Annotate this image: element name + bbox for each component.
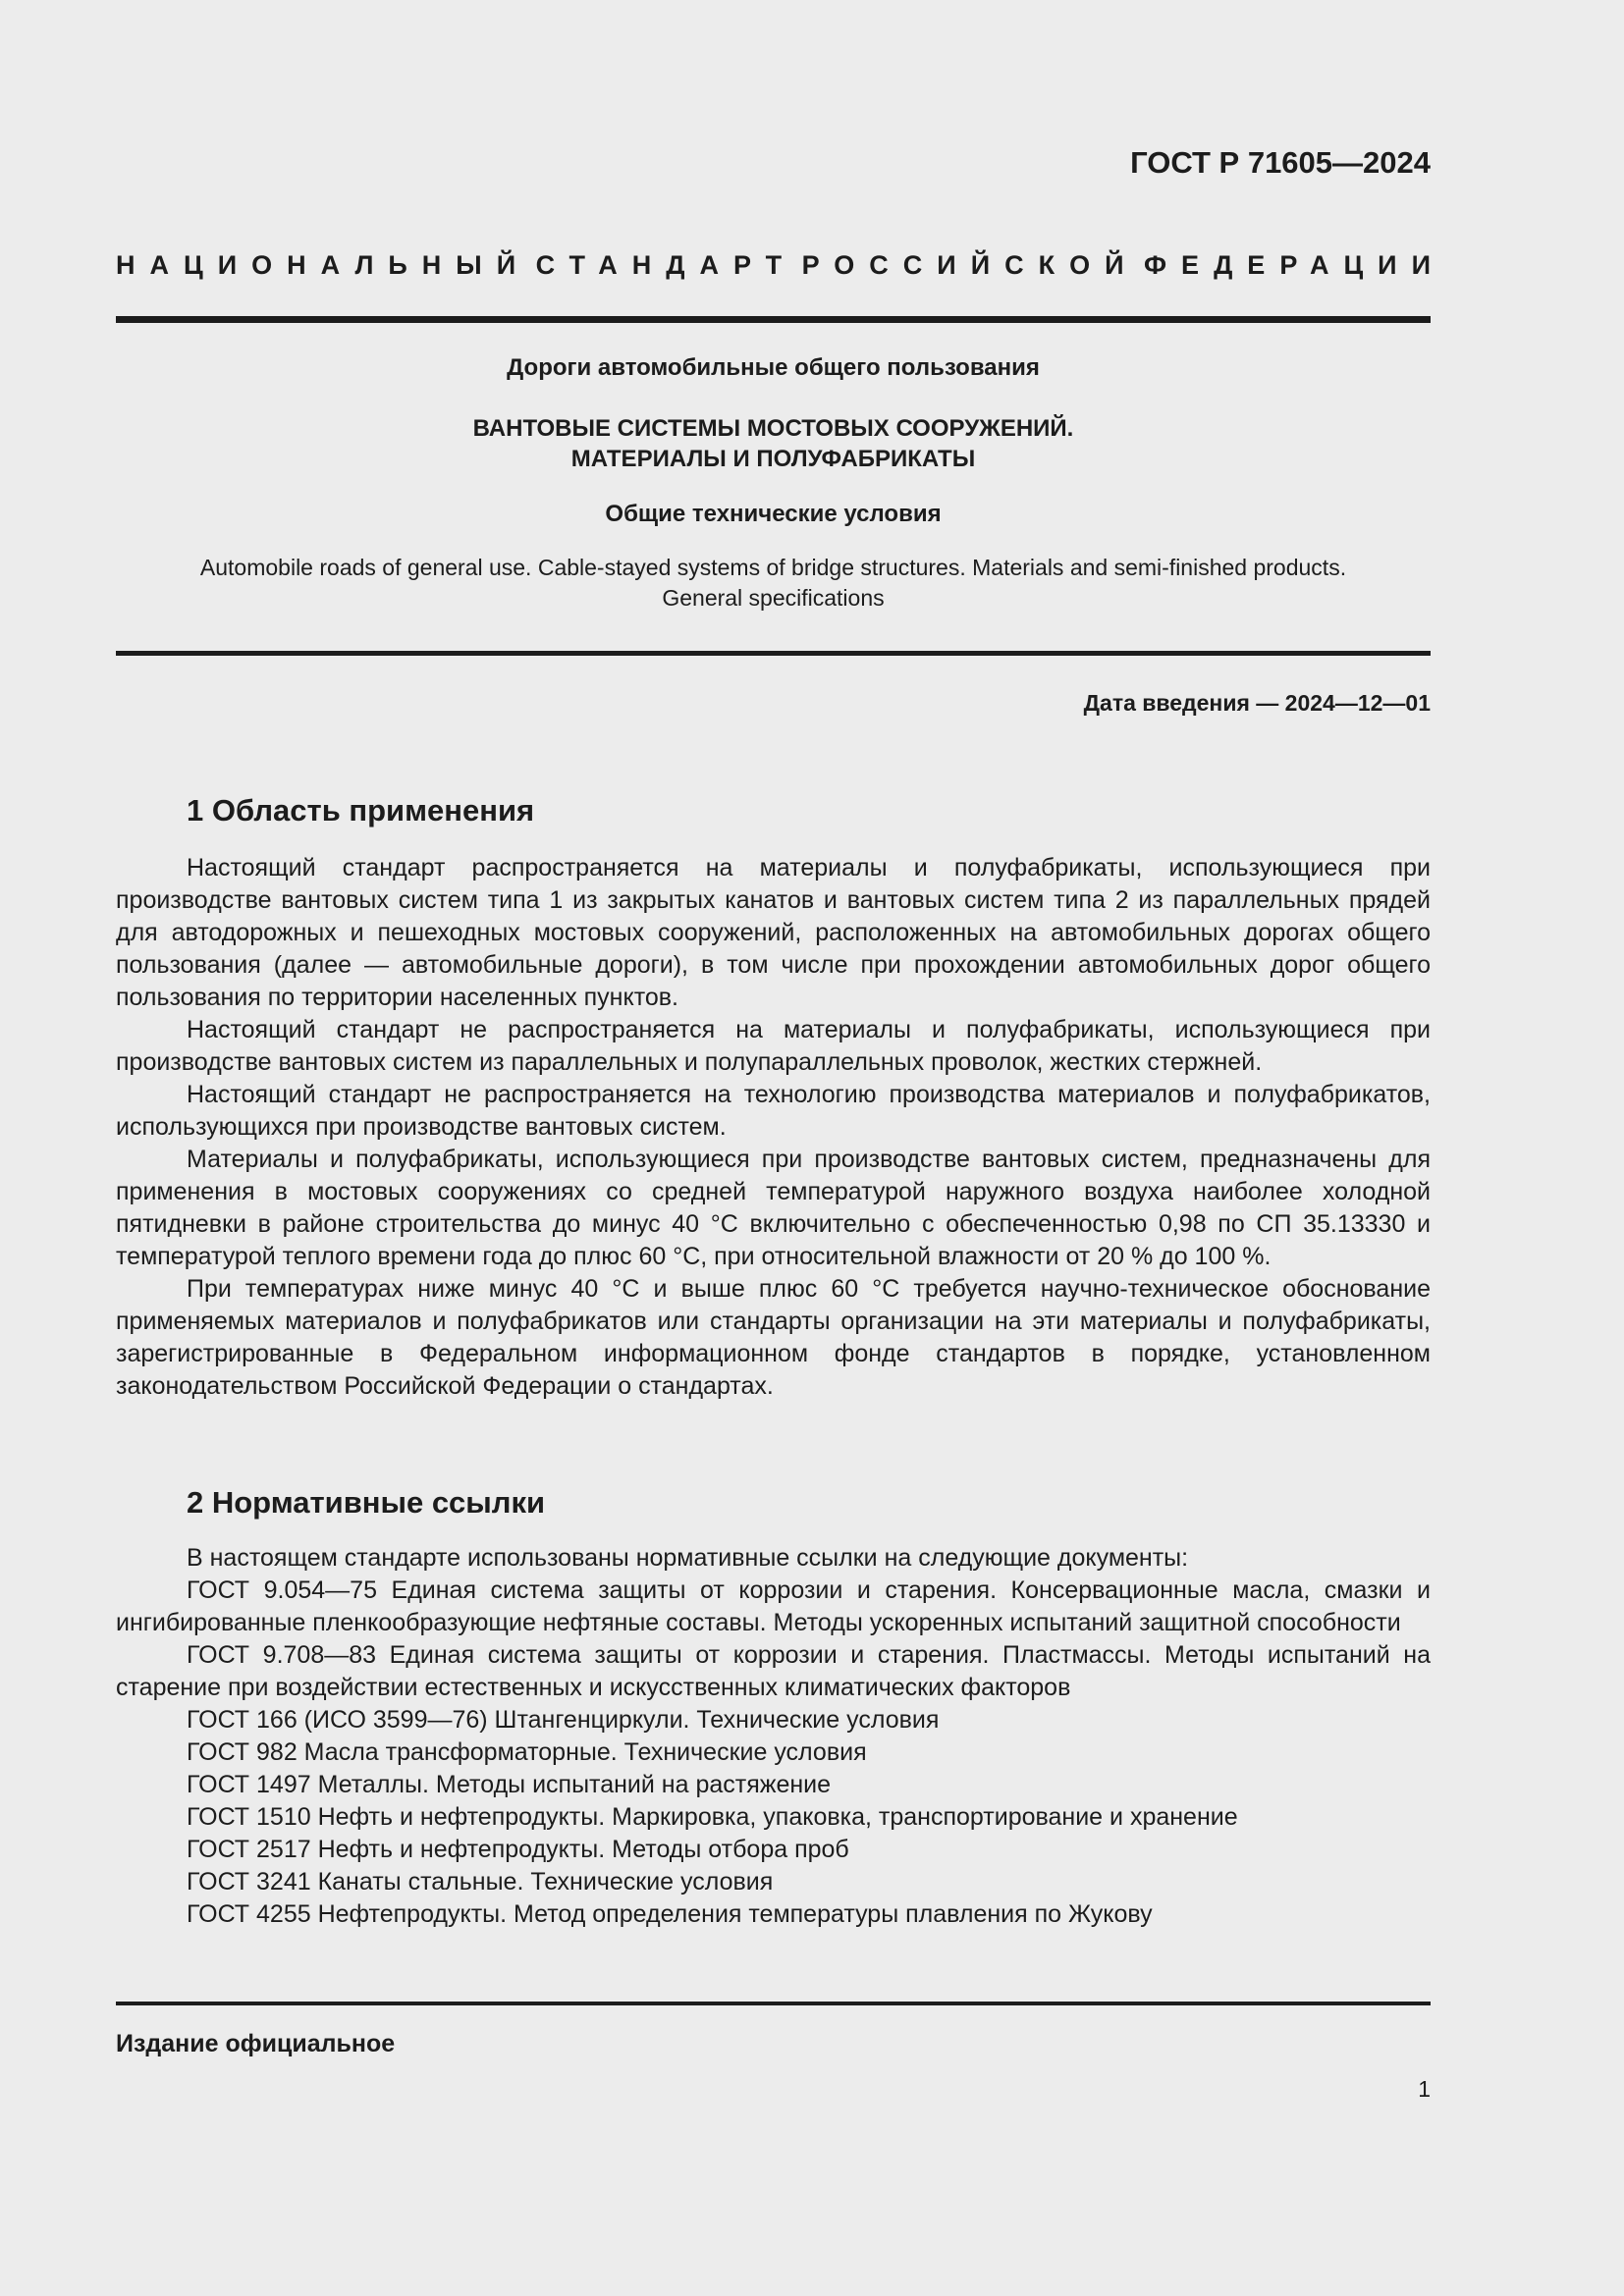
paragraph: Настоящий стандарт не распространяется на технологию производства материалов и полуфабрикатов, использующихся при производстве вантовых систем. [116,1081,1431,1141]
document-code: ГОСТ Р 71605—2024 [1130,145,1431,180]
reference-item: ГОСТ 166 (ИСО 3599—76) Штангенциркули. Технические условия [187,1706,940,1734]
main-title-line: МАТЕРИАЛЫ И ПОЛУФАБРИКАТЫ [570,446,976,472]
references-intro: В настоящем стандарте использованы нормативные ссылки на следующие документы: [187,1544,1189,1572]
english-title-line: Automobile roads of general use. Cable-stayed systems of bridge structures. Materials and semi-finished products. [199,555,1347,580]
references-list [116,1542,1431,1931]
section-heading: 2 Нормативные ссылки [187,1485,546,1520]
footer-divider [116,2002,1431,2005]
paragraph: Настоящий стандарт не распространяется на материалы и полуфабрикаты, использующиеся при производстве вантовых систем из параллельных и полупараллельных проволок, жестких стержней. [116,1016,1431,1076]
title-divider [116,651,1431,656]
reference-item: ГОСТ 9.708—83 Единая система защиты от коррозии и старения. Пластмассы. Методы испытаний на старение при воздействии естественных и искусственных климатических факторов [116,1641,1431,1701]
reference-item: ГОСТ 1510 Нефть и нефтепродукты. Маркировка, упаковка, транспортирование и хранение [187,1803,1238,1831]
section-heading: 1 Область применения [187,793,535,828]
reference-item: ГОСТ 3241 Канаты стальные. Технические условия [187,1868,774,1896]
section-body [116,852,1431,1403]
page-number: 1 [1418,2076,1431,2102]
english-title [116,553,1431,614]
main-title [116,413,1431,474]
main-title-line: ВАНТОВЫЕ СИСТЕМЫ МОСТОВЫХ СООРУЖЕНИЙ. [472,415,1074,442]
banner-word: НАЦИОНАЛЬНЫЙ [116,250,531,280]
reference-item: ГОСТ 982 Масла трансформаторные. Технические условия [187,1738,867,1766]
roads-title: Дороги автомобильные общего пользования [507,354,1040,381]
reference-item: ГОСТ 9.054—75 Единая система защиты от коррозии и старения. Консервационные масла, смазки и ингибированные пленкообразующие нефтяные составы. Методы ускоренных испытаний защитной способности [116,1576,1431,1636]
paragraph: Материалы и полуфабрикаты, использующиеся при производстве вантовых систем, предназначены для применения в мостовых сооружениях со средней температурой наружного воздуха наиболее холодной пятидневки в районе строительства до минус 40 °С включительно с обеспеченностью 0,98 по СП 35.13330 и температурой теплого времени года до плюс 60 °С, при относительной влажности от 20 % до 100 %. [116,1146,1431,1270]
banner-word: СТАНДАРТ [535,250,797,280]
introduction-date: Дата введения — 2024—12—01 [1083,690,1431,716]
official-edition-label: Издание официальное [116,2030,396,2057]
reference-item: ГОСТ 1497 Металлы. Методы испытаний на растяжение [187,1771,832,1798]
banner-word: РОССИЙСКОЙ [801,250,1139,280]
english-title-line: General specifications [662,585,885,611]
paragraph: При температурах ниже минус 40 °С и выше плюс 60 °С требуется научно-техническое обоснование применяемых материалов и полуфабрикатов или стандарты организации на эти материалы и полуфабрикаты, зарегистрированные в Федеральном информационном фонде стандартов в порядке, установленном законодательством Российской Федерации о стандартах. [116,1275,1431,1400]
subtitle: Общие технические условия [605,501,942,527]
header-divider [116,316,1431,323]
reference-item: ГОСТ 2517 Нефть и нефтепродукты. Методы отбора проб [187,1836,849,1863]
national-standard-banner [116,250,1445,281]
paragraph: Настоящий стандарт распространяется на материалы и полуфабрикаты, использующиеся при производстве вантовых систем типа 1 из закрытых канатов и вантовых систем типа 2 из параллельных прядей для автодорожных и пешеходных мостовых сооружений, расположенных на автомобильных дорогах общего пользования (далее — автомобильные дороги), в том числе при прохождении автомобильных дорог общего пользования по территории населенных пунктов. [116,854,1431,1011]
reference-item: ГОСТ 4255 Нефтепродукты. Метод определения температуры плавления по Жукову [187,1900,1153,1928]
banner-word: ФЕДЕРАЦИИ [1144,250,1445,280]
